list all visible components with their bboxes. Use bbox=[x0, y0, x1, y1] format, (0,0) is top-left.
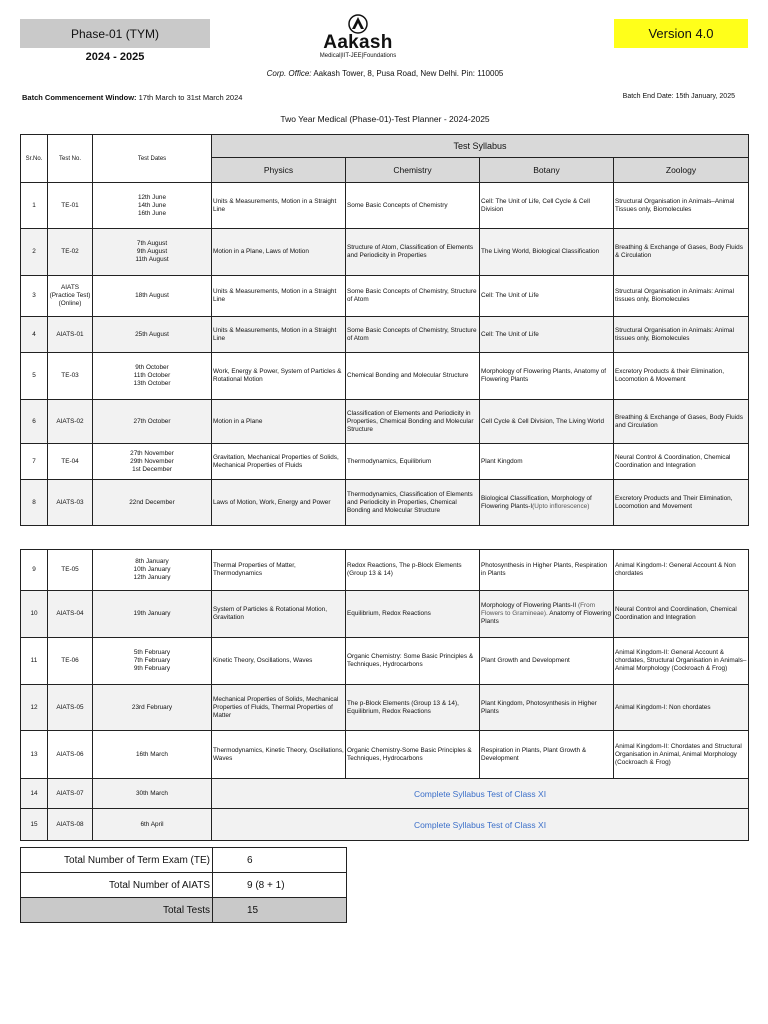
test-dates: 30th March bbox=[93, 779, 212, 809]
sr-no: 9 bbox=[21, 550, 48, 591]
corp-office bbox=[220, 69, 550, 78]
dates-text: 7th August 9th August 11th August bbox=[135, 240, 169, 263]
table-row bbox=[21, 731, 749, 779]
table-row bbox=[21, 183, 749, 229]
total-te-row bbox=[21, 848, 347, 873]
sr-no: 4 bbox=[21, 317, 48, 353]
col-srno: Sr.No. bbox=[21, 135, 48, 183]
physics-syllabus: Mechanical Properties of Solids, Mechanical Properties of Fluids, Thermal Properties of Matter bbox=[212, 685, 346, 731]
test-planner-table-1 bbox=[20, 134, 749, 526]
dates-text: 12th June 14th June 16th June bbox=[137, 193, 167, 217]
zoology-syllabus: Excretory Products and Their Elimination, Locomotion and Movement bbox=[614, 480, 749, 526]
test-no-text: AIATS (Practice Test) (Online) bbox=[49, 284, 91, 307]
total-tests-row bbox=[21, 898, 347, 923]
chemistry-syllabus: Structure of Atom, Classification of Elements and Periodicity in Properties bbox=[346, 229, 480, 276]
version-text: Version 4.0 bbox=[648, 26, 714, 41]
physics-syllabus: Gravitation, Mechanical Properties of Solids, Mechanical Properties of Fluids bbox=[212, 444, 346, 480]
test-dates bbox=[93, 550, 212, 591]
test-no: TE-04 bbox=[48, 444, 93, 480]
botany-syllabus bbox=[480, 480, 614, 526]
botany-syllabus: Cell: The Unit of Life bbox=[480, 276, 614, 317]
batch-window-value: 17th March to 31st March 2024 bbox=[138, 93, 243, 102]
table-row bbox=[21, 317, 749, 353]
batch-end-date: Batch End Date: 15th January, 2025 bbox=[622, 93, 735, 100]
physics-syllabus: Motion in a Plane, Laws of Motion bbox=[212, 229, 346, 276]
total-tests-label: Total Tests bbox=[21, 898, 213, 923]
physics-syllabus: Units & Measurements, Motion in a Straight Line bbox=[212, 276, 346, 317]
botany-text: Biological Classification, Morphology of Flowering Plants-I bbox=[481, 494, 592, 510]
table-row bbox=[21, 276, 749, 317]
table-row bbox=[21, 638, 749, 685]
col-testno: Test No. bbox=[48, 135, 93, 183]
chemistry-syllabus: Classification of Elements and Periodicity in Properties, Chemical Bonding and Molecular Structure bbox=[346, 400, 480, 444]
sr-no: 5 bbox=[21, 353, 48, 400]
test-no: AIATS-05 bbox=[48, 685, 93, 731]
total-aiats-row bbox=[21, 873, 347, 898]
chemistry-syllabus: Redox Reactions, The p-Block Elements (Group 13 & 14) bbox=[346, 550, 480, 591]
test-no: AIATS-01 bbox=[48, 317, 93, 353]
chemistry-syllabus: Some Basic Concepts of Chemistry bbox=[346, 183, 480, 229]
sr-no: 13 bbox=[21, 731, 48, 779]
sr-no: 11 bbox=[21, 638, 48, 685]
botany-text: Morphology of Flowering Plants-II bbox=[481, 602, 577, 609]
test-dates bbox=[93, 183, 212, 229]
test-no: TE-03 bbox=[48, 353, 93, 400]
physics-syllabus: Kinetic Theory, Oscillations, Waves bbox=[212, 638, 346, 685]
test-no: TE-02 bbox=[48, 229, 93, 276]
physics-syllabus: Motion in a Plane bbox=[212, 400, 346, 444]
test-no: AIATS-08 bbox=[48, 809, 93, 841]
test-no: TE-05 bbox=[48, 550, 93, 591]
batch-window-label: Batch Commencement Window: bbox=[22, 93, 137, 102]
phase-label bbox=[20, 19, 210, 48]
physics-syllabus: Units & Measurements, Motion in a Straight Line bbox=[212, 317, 346, 353]
test-no: AIATS-07 bbox=[48, 779, 93, 809]
batch-window bbox=[22, 93, 242, 102]
total-tests-value: 15 bbox=[213, 898, 347, 923]
test-dates: 19th January bbox=[93, 591, 212, 638]
test-dates bbox=[93, 638, 212, 685]
physics-syllabus: Thermodynamics, Kinetic Theory, Oscillations, Waves bbox=[212, 731, 346, 779]
dates-text: 27th November 29th November 1st December bbox=[130, 449, 174, 473]
test-no: TE-01 bbox=[48, 183, 93, 229]
complete-syllabus: Complete Syllabus Test of Class XI bbox=[212, 779, 749, 809]
test-no: AIATS-02 bbox=[48, 400, 93, 444]
botany-syllabus: Respiration in Plants, Plant Growth & Development bbox=[480, 731, 614, 779]
test-dates bbox=[93, 444, 212, 480]
sr-no: 2 bbox=[21, 229, 48, 276]
test-no: TE-06 bbox=[48, 638, 93, 685]
table-row bbox=[21, 550, 749, 591]
brand-name: Aakash bbox=[323, 32, 393, 53]
table-row bbox=[21, 779, 749, 809]
physics-syllabus: System of Particles & Rotational Motion, Gravitation bbox=[212, 591, 346, 638]
complete-syllabus: Complete Syllabus Test of Class XI bbox=[212, 809, 749, 841]
total-te-value: 6 bbox=[213, 848, 347, 873]
botany-syllabus: Cell Cycle & Cell Division, The Living World bbox=[480, 400, 614, 444]
sr-no: 10 bbox=[21, 591, 48, 638]
botany-text-after: Anatomy of Flowering Plants bbox=[481, 610, 612, 625]
totals-table bbox=[20, 847, 347, 923]
test-no: AIATS-04 bbox=[48, 591, 93, 638]
test-dates: 27th October bbox=[93, 400, 212, 444]
col-dates: Test Dates bbox=[93, 135, 212, 183]
physics-syllabus: Laws of Motion, Work, Energy and Power bbox=[212, 480, 346, 526]
academic-year: 2024 - 2025 bbox=[85, 51, 145, 63]
table-row bbox=[21, 809, 749, 841]
sr-no: 14 bbox=[21, 779, 48, 809]
physics-syllabus: Thermal Properties of Matter, Thermodynamics bbox=[212, 550, 346, 591]
total-aiats-value: 9 (8 + 1) bbox=[213, 873, 347, 898]
chemistry-syllabus: Organic Chemistry: Some Basic Principles & Techniques, Hydrocarbons bbox=[346, 638, 480, 685]
sr-no: 8 bbox=[21, 480, 48, 526]
test-no bbox=[48, 276, 93, 317]
sr-no: 3 bbox=[21, 276, 48, 317]
col-physics: Physics bbox=[212, 158, 346, 183]
test-dates: 23rd February bbox=[93, 685, 212, 731]
total-aiats-label: Total Number of AIATS bbox=[21, 873, 213, 898]
zoology-syllabus: Structural Organisation in Animals: Animal tissues only, Biomolecules bbox=[614, 276, 749, 317]
zoology-syllabus: Animal Kingdom-I: Non chordates bbox=[614, 685, 749, 731]
zoology-syllabus: Structural Organisation in Animals–Animal Tissues only, Biomolecules bbox=[614, 183, 749, 229]
sr-no: 12 bbox=[21, 685, 48, 731]
chemistry-syllabus: Equilibrium, Redox Reactions bbox=[346, 591, 480, 638]
col-test-syllabus: Test Syllabus bbox=[212, 135, 749, 158]
chemistry-syllabus: Thermodynamics, Classification of Elements and Periodicity in Properties, Chemical Bonding and Molecular Structure bbox=[346, 480, 480, 526]
total-te-label: Total Number of Term Exam (TE) bbox=[21, 848, 213, 873]
chemistry-syllabus: Some Basic Concepts of Chemistry, Structure of Atom bbox=[346, 317, 480, 353]
zoology-syllabus: Animal Kingdom-II: General Account & chordates, Structural Organisation in Animals– Animal Morphology (Cockroach & Frog) bbox=[614, 638, 749, 685]
corp-office-address: Aakash Tower, 8, Pusa Road, New Delhi. Pin: 110005 bbox=[313, 69, 504, 78]
botany-syllabus: Morphology of Flowering Plants, Anatomy of Flowering Plants bbox=[480, 353, 614, 400]
dates-text: 5th February 7th February 9th February bbox=[133, 649, 171, 672]
col-zoology: Zoology bbox=[614, 158, 749, 183]
botany-note: (Upto inflorescence) bbox=[532, 502, 590, 510]
dates-text: 9th October 11th October 13th October bbox=[133, 364, 171, 387]
test-planner-table-2 bbox=[20, 549, 749, 841]
dates-text: 8th January 10th January 12th January bbox=[133, 558, 171, 581]
test-dates: 25th August bbox=[93, 317, 212, 353]
zoology-syllabus: Neural Control and Coordination, Chemical Coordination and Integration bbox=[614, 591, 749, 638]
zoology-syllabus: Excretory Products & their Elimination, Locomotion & Movement bbox=[614, 353, 749, 400]
chemistry-syllabus: Organic Chemistry-Some Basic Principles & Techniques, Hydrocarbons bbox=[346, 731, 480, 779]
sr-no: 15 bbox=[21, 809, 48, 841]
chemistry-syllabus: Some Basic Concepts of Chemistry, Structure of Atom bbox=[346, 276, 480, 317]
table-row bbox=[21, 229, 749, 276]
col-botany: Botany bbox=[480, 158, 614, 183]
table-row bbox=[21, 591, 749, 638]
col-chemistry: Chemistry bbox=[346, 158, 480, 183]
zoology-syllabus: Structural Organisation in Animals: Animal tissues only, Biomolecules bbox=[614, 317, 749, 353]
zoology-syllabus: Animal Kingdom-II: Chordates and Structural Organisation in Animal, Animal Morphology (Cockroach & Frog) bbox=[614, 731, 749, 779]
test-dates: 16th March bbox=[93, 731, 212, 779]
botany-syllabus: Plant Kingdom bbox=[480, 444, 614, 480]
test-no: AIATS-06 bbox=[48, 731, 93, 779]
corp-office-label: Corp. Office: bbox=[266, 69, 312, 78]
version-label bbox=[614, 19, 748, 48]
chemistry-syllabus: Chemical Bonding and Molecular Structure bbox=[346, 353, 480, 400]
chemistry-syllabus: Thermodynamics, Equilibrium bbox=[346, 444, 480, 480]
physics-syllabus: Units & Measurements, Motion in a Straight Line bbox=[212, 183, 346, 229]
test-dates: 18th August bbox=[93, 276, 212, 317]
test-dates: 22nd December bbox=[93, 480, 212, 526]
table-row bbox=[21, 353, 749, 400]
botany-syllabus: Cell: The Unit of Life, Cell Cycle & Cell Division bbox=[480, 183, 614, 229]
botany-syllabus: Plant Kingdom, Photosynthesis in Higher Plants bbox=[480, 685, 614, 731]
test-dates: 6th April bbox=[93, 809, 212, 841]
table-row bbox=[21, 480, 749, 526]
test-dates bbox=[93, 353, 212, 400]
aakash-logo bbox=[308, 14, 408, 66]
brand-subtitle: Medical|IIT-JEE|Foundations bbox=[319, 53, 397, 59]
botany-syllabus bbox=[480, 591, 614, 638]
table-row bbox=[21, 444, 749, 480]
sr-no: 7 bbox=[21, 444, 48, 480]
botany-syllabus: The Living World, Biological Classification bbox=[480, 229, 614, 276]
phase-text: Phase-01 (TYM) bbox=[70, 26, 160, 41]
botany-syllabus: Cell: The Unit of Life bbox=[480, 317, 614, 353]
zoology-syllabus: Animal Kingdom-I: General Account & Non chordates bbox=[614, 550, 749, 591]
aakash-emblem-icon bbox=[347, 14, 369, 34]
test-no: AIATS-03 bbox=[48, 480, 93, 526]
botany-syllabus: Plant Growth and Development bbox=[480, 638, 614, 685]
sr-no: 1 bbox=[21, 183, 48, 229]
table-row bbox=[21, 400, 749, 444]
table-row bbox=[21, 685, 749, 731]
planner-title: Two Year Medical (Phase-01)-Test Planner - 2024-2025 bbox=[280, 114, 490, 124]
botany-note: (From Flowers to Gramineae). bbox=[481, 602, 596, 617]
sr-no: 6 bbox=[21, 400, 48, 444]
physics-syllabus: Work, Energy & Power, System of Particles & Rotational Motion bbox=[212, 353, 346, 400]
zoology-syllabus: Breathing & Exchange of Gases, Body Fluids & Circulation bbox=[614, 229, 749, 276]
chemistry-syllabus: The p-Block Elements (Group 13 & 14), Equilibrium, Redox Reactions bbox=[346, 685, 480, 731]
zoology-syllabus: Breathing & Exchange of Gases, Body Fluids and Circulation bbox=[614, 400, 749, 444]
botany-syllabus: Photosynthesis in Higher Plants, Respiration in Plants bbox=[480, 550, 614, 591]
test-dates bbox=[93, 229, 212, 276]
zoology-syllabus: Neural Control & Coordination, Chemical Coordination and Integration bbox=[614, 444, 749, 480]
